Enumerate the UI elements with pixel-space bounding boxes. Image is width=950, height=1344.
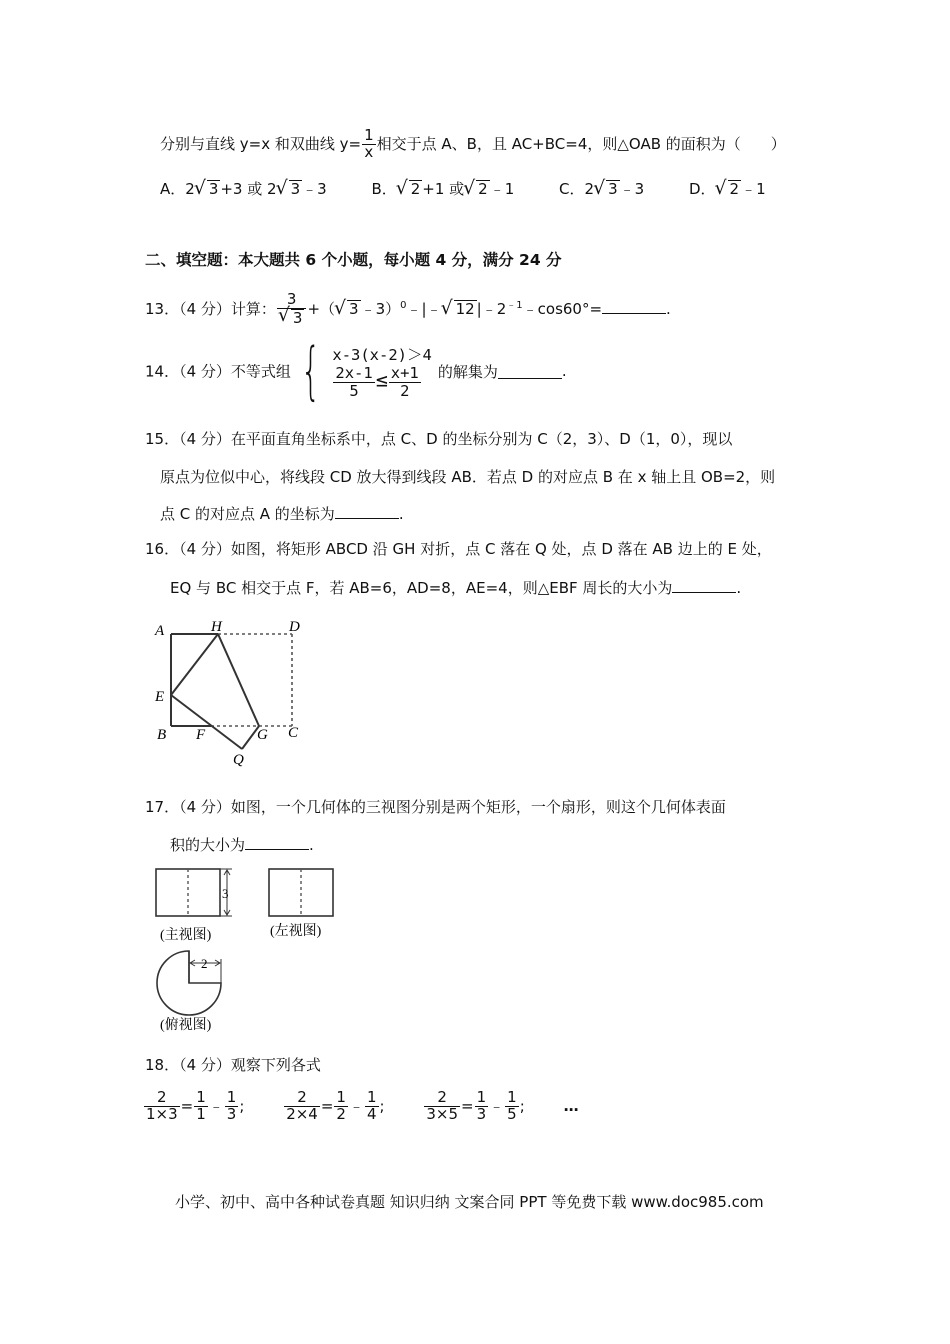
height-label: 3 — [222, 886, 229, 901]
q16-figure — [145, 612, 325, 772]
q12-fraction: $\frac{1}{x}$ — [364, 126, 374, 161]
formula-2: $\frac{2}{2\times 4}$ = $\frac{1}{2}$ ﹣ $\frac{1}{4}$ ; — [286, 1088, 385, 1123]
sqrt-symbol: √ 2 — [717, 180, 742, 198]
answer-blank[interactable] — [245, 835, 309, 850]
q16-number: 16． — [145, 540, 180, 558]
answer-blank[interactable] — [602, 299, 666, 314]
q13: 13．（4 分）计算： 3 √ 3 +（√ 3 ﹣3）$^0$﹣|﹣√ 12 $|﹣2^{﹣1}﹣\cos 60^\circ=$ . — [145, 292, 671, 327]
q12-stem — [160, 128, 786, 161]
sqrt-symbol: √ 3 — [336, 300, 361, 318]
radius-label: 2 — [201, 956, 208, 971]
left-view-label: (左视图) — [270, 924, 322, 939]
q14: 14．（4 分）不等式组 { x-3(x-2)＞4 $\frac{2x-1}{5}$ ≤ $\frac{x+1}{2}$ 的解集为 . — [145, 334, 567, 407]
top-view-label: (俯视图) — [160, 1018, 212, 1033]
option-b: B．√ 2 +1 或√ 2 ﹣1 — [371, 178, 514, 199]
formula-3: $\frac{2}{3\times 5}$ = $\frac{1}{3}$ ﹣ $\frac{1}{5}$ ; — [426, 1088, 525, 1123]
ellipsis: … — [563, 1096, 579, 1115]
sqrt-symbol: √ 2 — [465, 180, 490, 198]
sqrt-symbol: √ 2 — [398, 180, 423, 198]
q15-line2: 原点为位似中心，将线段 CD 放大得到线段 AB．若点 D 的对应点 B 在 x 轴上且 OB=2，则 — [160, 468, 776, 486]
sqrt-symbol: √ 3 — [280, 309, 305, 327]
label-h: H — [211, 619, 222, 635]
label-a: A — [155, 623, 165, 639]
label-c: C — [288, 725, 299, 741]
label-f: F — [196, 727, 206, 743]
q15-line1: 15．（4 分）在平面直角坐标系中，点 C、D 的坐标分别为 C（2，3）、D（1，0），现以 — [145, 430, 733, 448]
inequality-system: x-3(x-2)＞4 $\frac{2x-1}{5}$ ≤ $\frac{x+1}{2}$ — [332, 346, 432, 400]
q18-formulas — [143, 1090, 579, 1123]
q16-line1: 16．（4 分）如图，将矩形 ABCD 沿 GH 对折，点 C 落在 Q 处，点 D 落在 AB 边上的 E 处， — [145, 540, 772, 558]
q14-number: 14． — [145, 362, 180, 381]
answer-blank[interactable] — [498, 364, 562, 379]
label-b: B — [157, 727, 167, 743]
left-brace-icon: { — [300, 334, 321, 407]
answer-blank[interactable] — [672, 578, 736, 593]
q15-line3: 点 C 的对应点 A 的坐标为 . — [160, 505, 404, 523]
label-g: G — [257, 727, 268, 743]
sqrt-symbol: √ 3 — [278, 180, 303, 198]
sqrt-symbol: √ 3 — [196, 180, 221, 198]
q18: 18．（4 分）观察下列各式 — [145, 1056, 321, 1074]
label-d: D — [289, 619, 300, 635]
q17-line1: 17．（4 分）如图，一个几何体的三视图分别是两个矩形，一个扇形，则这个几何体表面 — [145, 798, 726, 816]
sqrt-symbol: √ 3 — [595, 180, 620, 198]
label-q: Q — [233, 752, 244, 768]
q12-text-post: 相交于点 A、B，且 AC+BC=4，则△OAB 的面积为（ ） — [376, 134, 786, 153]
option-a: A．2√ 3 +3 或 2√ 3 ﹣3 — [160, 178, 327, 199]
q16-line2: EQ 与 BC 相交于点 F，若 AB=6，AD=8，AE=4，则△EBF 周长的大小为 . — [170, 579, 742, 597]
sqrt-symbol: √ 12 — [443, 300, 477, 318]
section-heading: 二、填空题：本大题共 6 个小题，每小题 4 分，满分 24 分 — [145, 251, 562, 269]
q17-line2: 积的大小为 . — [170, 836, 314, 854]
footer-text: 小学、初中、高中各种试卷真题 知识归纳 文案合同 PPT 等免费下载 www.doc985.com — [175, 1193, 764, 1211]
q13-number: 13． — [145, 300, 180, 318]
q17-number: 17． — [145, 798, 180, 816]
option-d: D．√ 2 ﹣1 — [689, 178, 766, 199]
q13-fraction: 3 √ 3 — [277, 292, 307, 327]
answer-blank[interactable] — [335, 504, 399, 519]
label-e: E — [155, 689, 165, 705]
formula-1: $\frac{2}{1\times 3}$ = $\frac{1}{1}$ ﹣ $\frac{1}{3}$ ; — [146, 1088, 245, 1123]
q15-number: 15． — [145, 430, 180, 448]
q18-number: 18． — [145, 1056, 180, 1074]
q12-options — [160, 178, 806, 199]
q17-three-views — [150, 862, 350, 1037]
q12-text-pre: 分别与直线 y=x 和双曲线 y= — [160, 134, 362, 153]
front-view-label: (主视图) — [160, 928, 212, 943]
option-c: C．2√ 3 ﹣3 — [559, 178, 644, 199]
